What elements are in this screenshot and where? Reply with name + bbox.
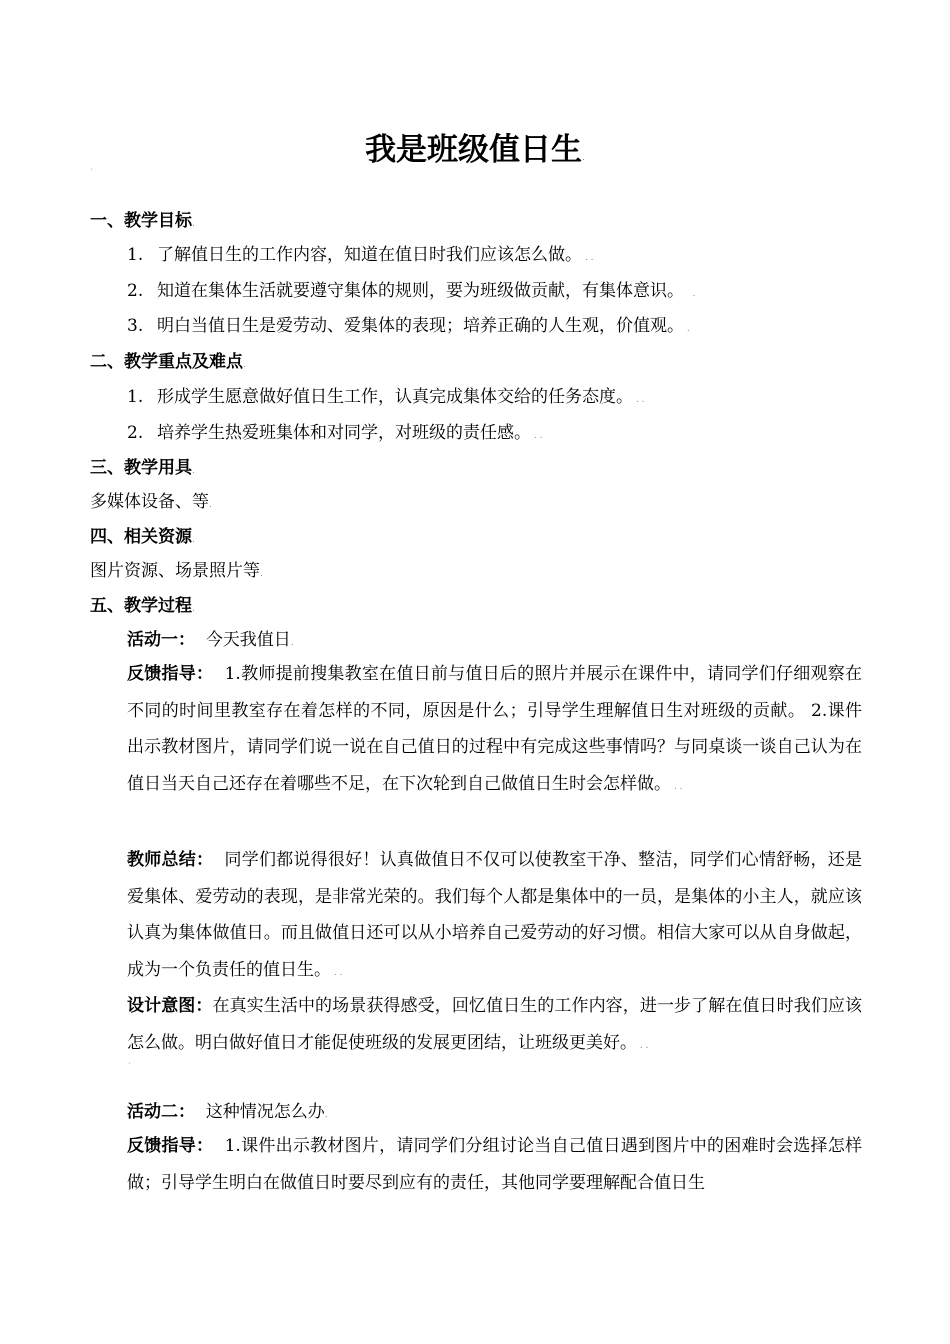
activity-two-feedback: 反馈指导： 1.课件出示教材图片，请同学们分组讨论当自己值日遇到图片中的困难时会选择怎样做；引导学生明白在做值日时要尽到应有的责任，其他同学要理解配合值日生 bbox=[127, 1136, 863, 1193]
list-item: 2. 知道在集体生活就要遵守集体的规则，要为班级做贡献，有集体意识。 . bbox=[127, 281, 696, 301]
document-title: 我是班级值日生. bbox=[365, 132, 585, 168]
section-heading-objectives: 一、教学目标. bbox=[90, 211, 195, 231]
paragraph-mark: ˋ bbox=[90, 168, 94, 177]
activity-one-feedback: 反馈指导： 1.教师提前搜集教室在值日前与值日后的照片并展示在课件中，请同学们仔细观察在不同的时间里教室存在着怎样的不同，原因是什么；引导学生理解值日生对班级的贡献。 2.课件出示教材图片，请同学们说一说在自己值日的过程中有完成这些事情吗？与同桌谈一谈自己认为在值日当天自己还存在着哪些不足，在下次轮到自己做值日生时会怎样做。 . . bbox=[127, 664, 863, 794]
section-text-tools: 多媒体设备、等. bbox=[90, 492, 212, 512]
list-item: 3. 明白当值日生是爱劳动、爱集体的表现；培养正确的人生观，价值观。 . bbox=[127, 316, 690, 336]
list-item: 1. 形成学生愿意做好值日生工作，认真完成集体交给的任务态度。 . . bbox=[127, 387, 645, 407]
paragraph-mark: ˋ bbox=[128, 1062, 132, 1071]
activity-one-design-intent: 设计意图：在真实生活中的场景获得感受，回忆值日生的工作内容，进一步了解在值日时我们应该怎么做。明白做好值日才能促使班级的发展更团结，让班级更美好。 . . bbox=[127, 996, 863, 1053]
section-heading-key-points: 二、教学重点及难点. bbox=[90, 352, 246, 372]
activity-two-heading: 活动二： 这种情况怎么办. bbox=[127, 1102, 328, 1122]
section-text-resources: 图片资源、场景照片等. bbox=[90, 561, 263, 581]
activity-one-summary: 教师总结： 同学们都说得很好！认真做值日不仅可以使教室干净、整洁，同学们心情舒畅，还是爱集体、爱劳动的表现，是非常光荣的。我们每个人都是集体中的一员，是集体的小主人，就应该认真为集体做值日。而且做值日还可以从小培养自己爱劳动的好习惯。相信大家可以从自身做起，成为一个负责任的值日生。 . . bbox=[127, 850, 863, 980]
activity-one-heading: 活动一： 今天我值日. bbox=[127, 630, 294, 650]
section-heading-process: 五、教学过程. bbox=[90, 596, 195, 616]
list-item: 1. 了解值日生的工作内容，知道在值日时我们应该怎么做。 . . bbox=[127, 245, 594, 265]
title-text: 我是班级值日生 bbox=[365, 132, 583, 168]
list-item: 2. 培养学生热爱班集体和对同学，对班级的责任感。 . . bbox=[127, 423, 543, 443]
section-heading-tools: 三、教学用具. bbox=[90, 458, 195, 478]
section-heading-resources: 四、相关资源. bbox=[90, 527, 195, 547]
